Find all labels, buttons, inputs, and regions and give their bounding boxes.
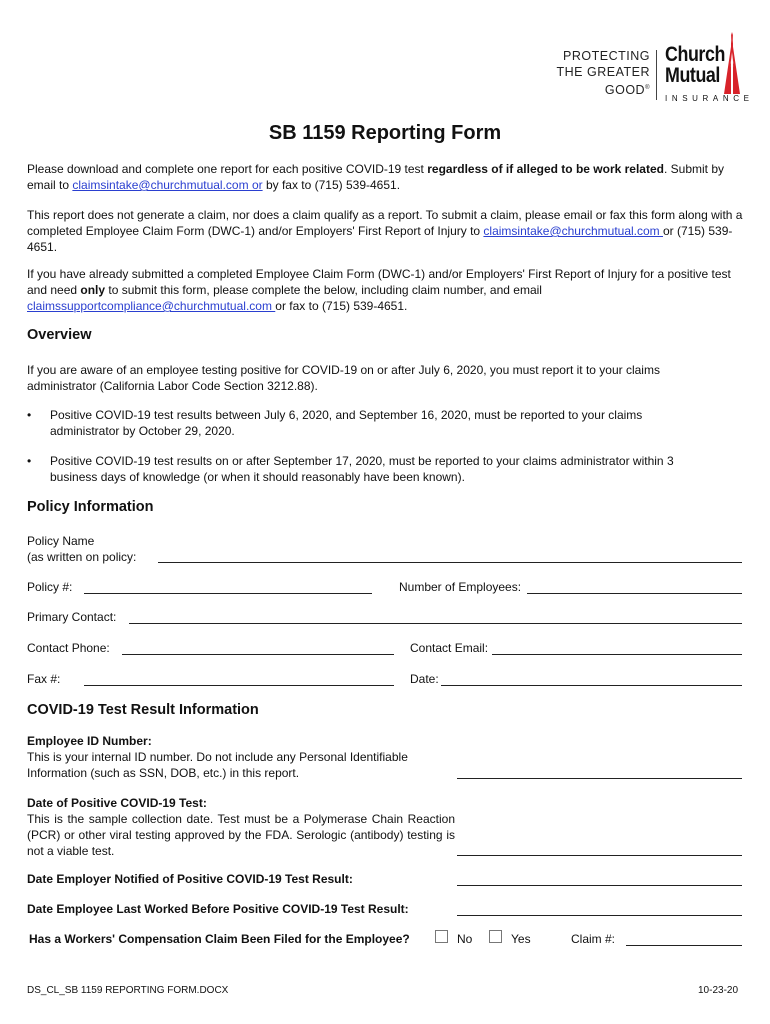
policy-number-label: Policy #: xyxy=(27,580,73,594)
logo-tagline-line-3: GOOD xyxy=(604,83,646,98)
claims-intake-email-link[interactable]: claimsintake@churchmutual.com or xyxy=(72,178,263,192)
fax-label: Fax #: xyxy=(27,672,61,686)
date-last-worked-field[interactable] xyxy=(457,915,742,916)
logo-tagline xyxy=(548,48,650,98)
overview-text: If you are aware of an employee testing positive for COVID-19 on or after July 6, 2020, you must report it to your claims administrator (California Labor Code Section 3212.88). xyxy=(27,363,660,393)
logo-divider xyxy=(656,50,657,100)
covid-heading: COVID-19 Test Result Information xyxy=(27,702,259,718)
date-last-worked-label: Date Employee Last Worked Before Positive COVID-19 Test Result: xyxy=(27,902,409,916)
claims-support-email-link[interactable]: claimssupportcompliance@churchmutual.com xyxy=(27,299,276,313)
claim-filed-no-checkbox[interactable] xyxy=(435,930,448,943)
intro-paragraph-3: If you have already submitted a completed Employee Claim Form (DWC-1) and/or Employers' First Report of Injury for a positive test and need only to submit this form, please complete the below, including claim number, and email claimssupportcompliance@churchmutual.com or fax to (715) 539-4651. xyxy=(27,267,731,313)
date-positive-description: This is the sample collection date. Test must be a Polymerase Chain Reaction (PCR) or other viral testing approved by the FDA. Serologic (antibody) testing is not a viable test. xyxy=(27,812,455,858)
employee-id-block xyxy=(27,733,455,781)
claim-filed-no-label: No xyxy=(457,932,473,946)
date-employer-notified-field[interactable] xyxy=(457,885,742,886)
date-employer-notified-label: Date Employer Notified of Positive COVID-19 Test Result: xyxy=(27,872,353,886)
claim-number-field[interactable] xyxy=(626,945,742,946)
date-positive-field[interactable] xyxy=(457,855,742,856)
date-field[interactable] xyxy=(441,685,742,686)
logo-insurance: INSURANCE xyxy=(665,94,754,103)
policy-name-label: Policy Name (as written on policy: xyxy=(27,534,137,564)
intro-paragraph-1: Please download and complete one report for each positive COVID-19 test regardless of if alleged to be work related. Submit by email to claimsintake@churchmutual.com or by fax to (715) 539-4651. xyxy=(27,162,725,192)
date-positive-title: Date of Positive COVID-19 Test: xyxy=(27,796,207,810)
number-of-employees-field[interactable] xyxy=(527,593,742,594)
contact-email-field[interactable] xyxy=(492,654,742,655)
claim-filed-question: Has a Workers' Compensation Claim Been Filed for the Employee? xyxy=(29,932,410,946)
policy-name-field[interactable] xyxy=(158,562,742,563)
primary-contact-label: Primary Contact: xyxy=(27,610,117,624)
date-label: Date: xyxy=(410,672,439,686)
logo-wordmark xyxy=(665,44,725,86)
claims-intake-email-link-2[interactable]: claimsintake@churchmutual.com xyxy=(483,224,663,238)
fax-field[interactable] xyxy=(84,685,394,686)
employee-id-field[interactable] xyxy=(457,778,742,779)
policy-heading: Policy Information xyxy=(27,499,154,515)
footer-date: 10-23-20 xyxy=(698,985,739,996)
logo-tagline-line-1: PROTECTING xyxy=(563,49,650,63)
bullet-dot: • xyxy=(27,408,32,422)
overview-heading: Overview xyxy=(27,327,92,343)
contact-phone-field[interactable] xyxy=(122,654,394,655)
trademark-mark: ® xyxy=(645,85,650,91)
bullet-dot: • xyxy=(27,454,32,468)
employee-id-description: This is your internal ID number. Do not include any Personal Identifiable Information (such as SSN, DOB, etc.) in this report. xyxy=(27,750,408,780)
number-of-employees-label: Number of Employees: xyxy=(399,580,522,594)
claim-filed-yes-label: Yes xyxy=(511,932,531,946)
logo-name-mutual: Mutual xyxy=(665,64,720,87)
footer-document-name: DS_CL_SB 1159 REPORTING FORM.DOCX xyxy=(27,985,229,996)
intro-paragraph-2: This report does not generate a claim, nor does a claim qualify as a report. To submit a claim, please email or fax this form along with a completed Employee Claim Form (DWC-1) and/or Employers' First Report of Injury to claimsintake@churchmutual.com or (715) 539-4651. xyxy=(27,208,743,254)
contact-email-label: Contact Email: xyxy=(410,641,489,655)
policy-number-field[interactable] xyxy=(84,593,372,594)
page-title: SB 1159 Reporting Form xyxy=(268,122,502,144)
primary-contact-field[interactable] xyxy=(129,623,742,624)
logo-tagline-line-2: THE GREATER xyxy=(556,65,650,79)
employee-id-title: Employee ID Number: xyxy=(27,734,152,748)
claim-number-label: Claim #: xyxy=(571,932,616,946)
claim-filed-yes-checkbox[interactable] xyxy=(489,930,502,943)
date-positive-block xyxy=(27,795,455,859)
contact-phone-label: Contact Phone: xyxy=(27,641,110,655)
steeple-logo-icon xyxy=(722,32,742,98)
logo-name-church: Church xyxy=(665,43,725,66)
